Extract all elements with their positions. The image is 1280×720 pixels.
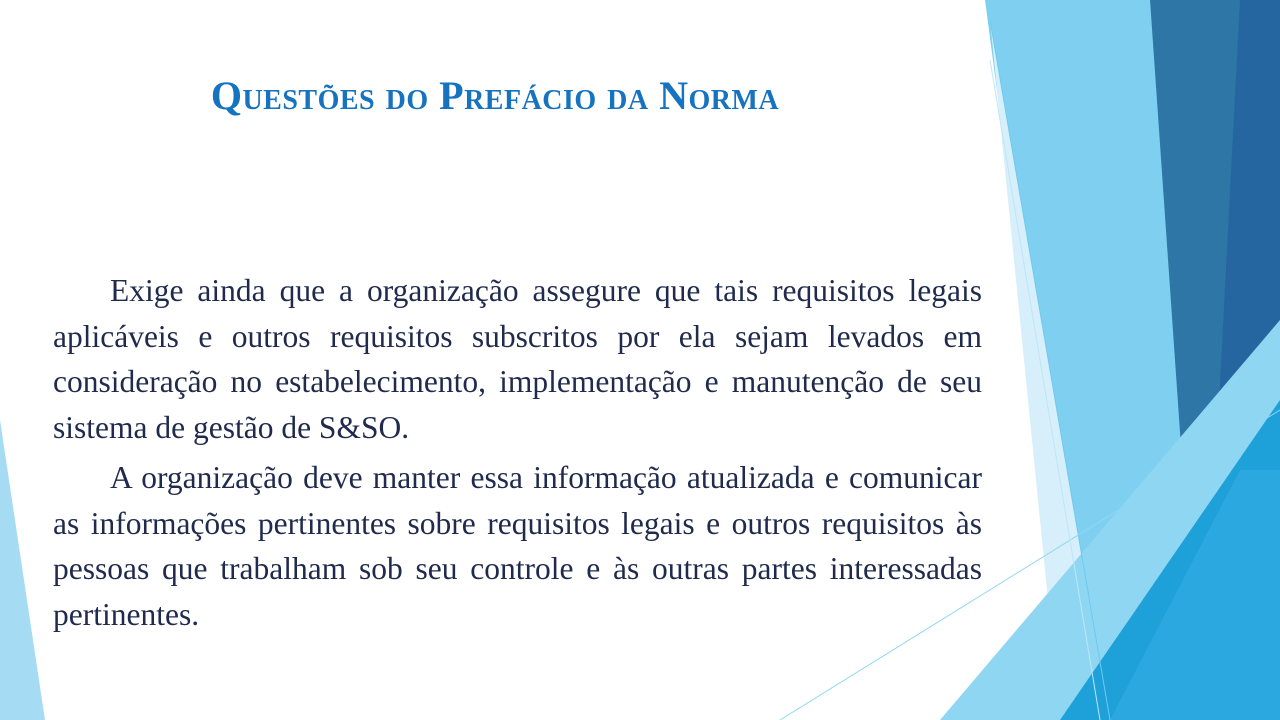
slide-title: Questões do Prefácio da Norma: [210, 73, 780, 118]
paragraph-2: A organização deve manter essa informação atualizada e comunicar as informações pertinentes sobre requisitos legais e outros requisitos às pessoas que trabalham sob seu controle e às outras partes interessadas pertinentes.: [53, 460, 982, 632]
left-sliver-shape: [0, 420, 45, 720]
paragraph-1: Exige ainda que a organização assegure que tais requisitos legais aplicáveis e outros requisitos subscritos por ela sejam levados em consideração no estabelecimento, implementação e manutenção de seu sistema de gestão de S&SO.: [53, 273, 982, 445]
slide-body: [53, 268, 982, 642]
